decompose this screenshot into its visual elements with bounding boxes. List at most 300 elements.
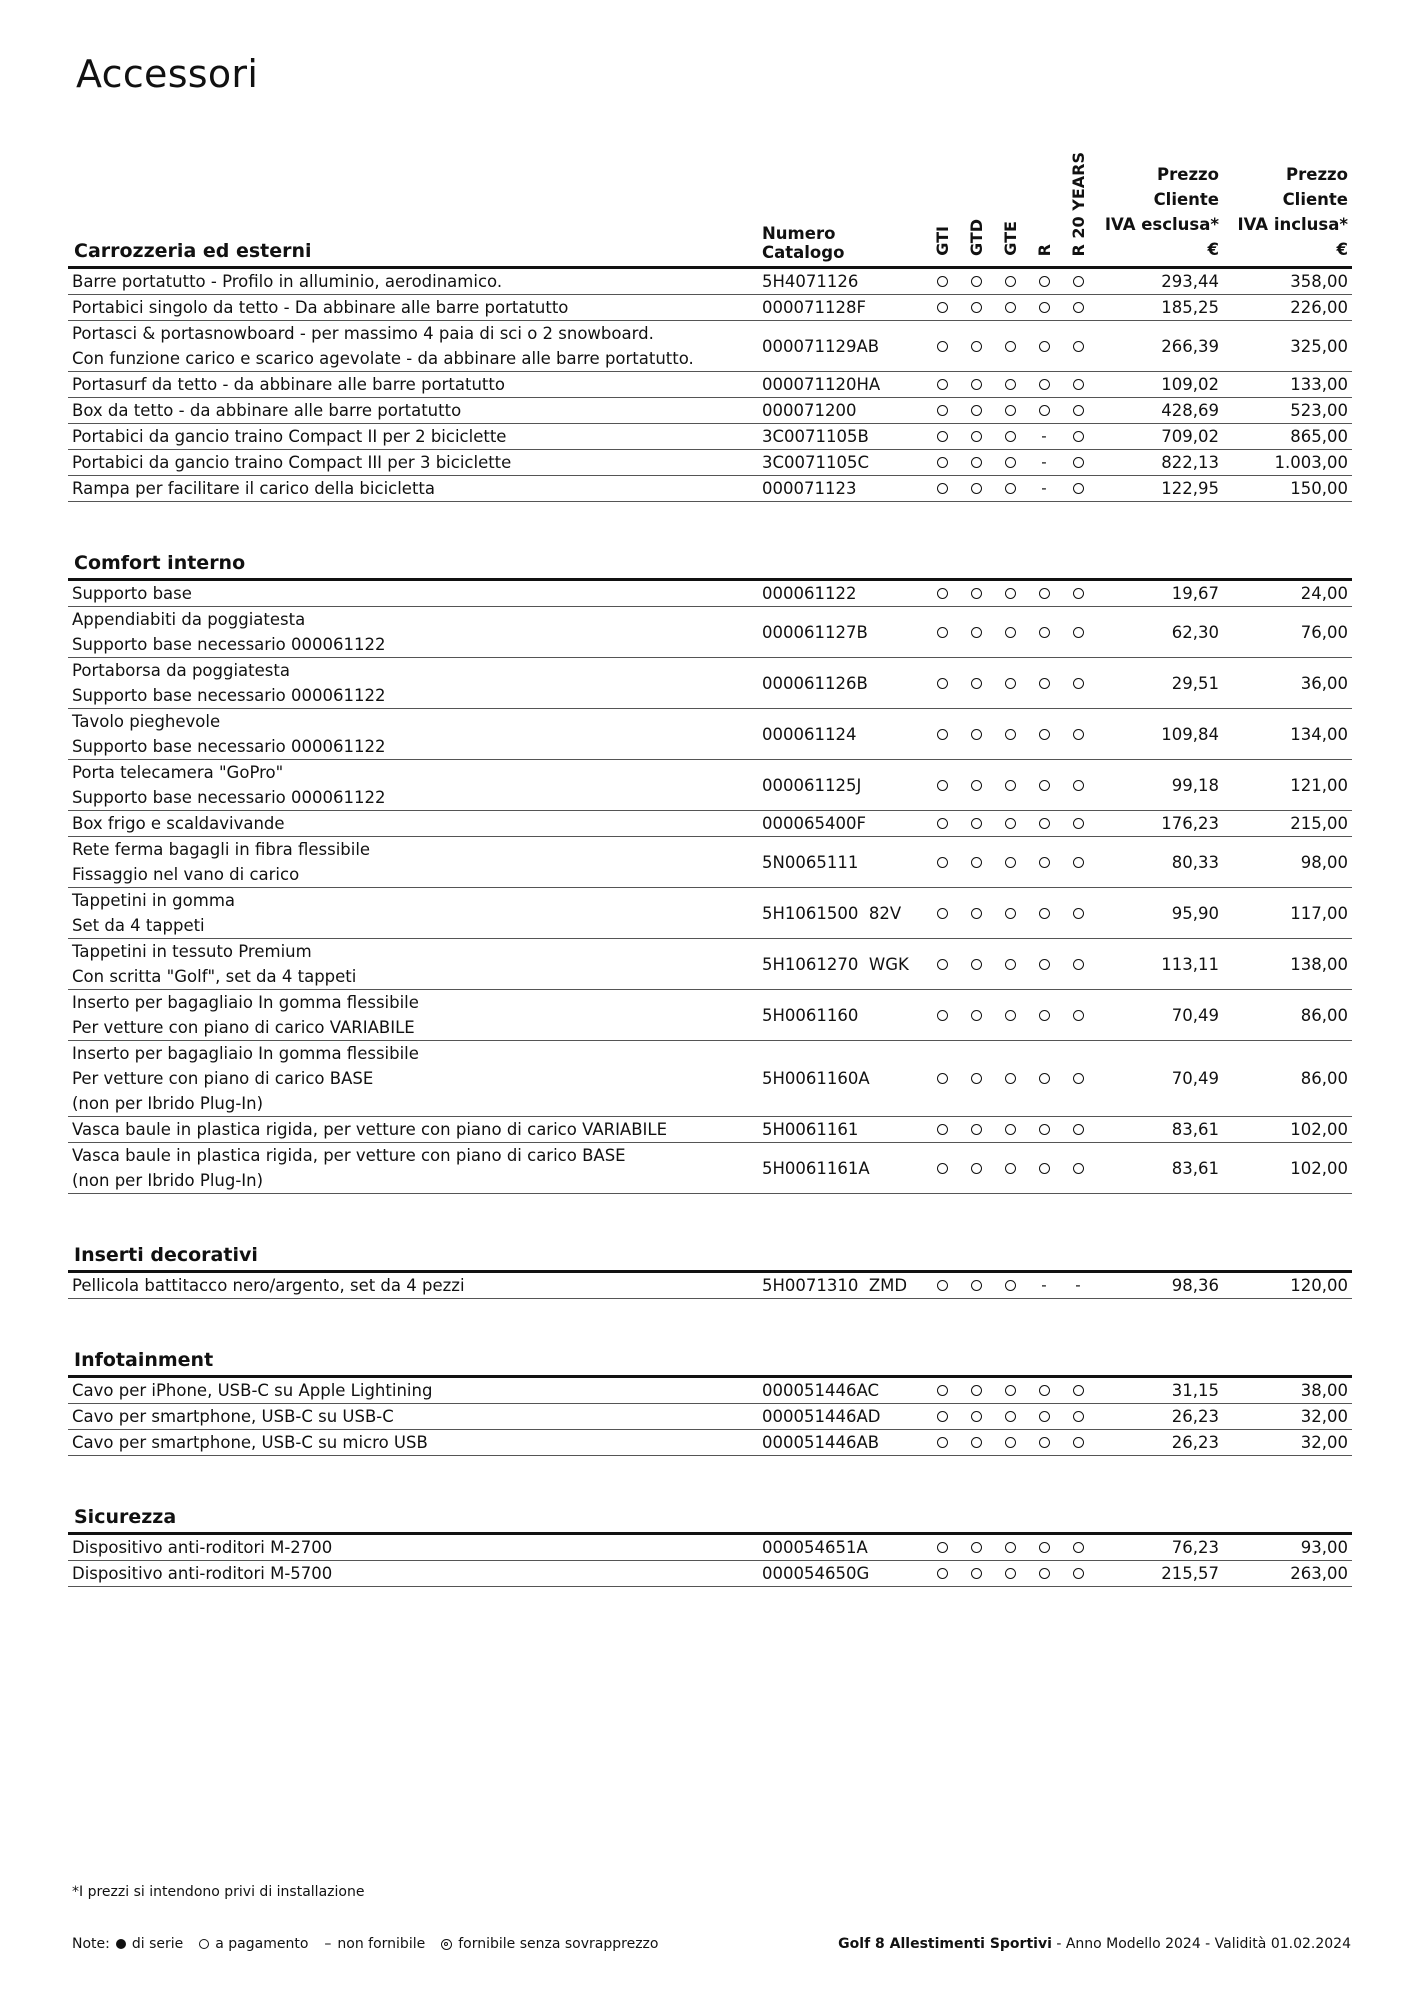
- table-row: [68, 811, 1352, 837]
- availability-cell: [1061, 837, 1095, 888]
- availability-cell: [993, 1117, 1027, 1143]
- price-ex-vat: 83,61: [1095, 1117, 1223, 1143]
- empty-circle-icon: [971, 908, 982, 919]
- empty-circle-icon: [937, 678, 948, 689]
- price-inc-vat: 86,00: [1223, 1041, 1352, 1117]
- price-inc-vat: 150,00: [1223, 476, 1352, 502]
- empty-circle-icon: [971, 341, 982, 352]
- availability-cell: [1061, 1143, 1095, 1194]
- price-inc-vat-header: [1223, 1323, 1352, 1377]
- version-label: GTE: [1000, 221, 1020, 256]
- version-header: [1027, 526, 1061, 580]
- validity-text: - Anno Modello 2024 - Validità 01.02.2024: [1051, 1936, 1351, 1952]
- availability-cell: [1061, 372, 1095, 398]
- availability-cell: [1027, 607, 1061, 658]
- catalog-number: 000054651A: [758, 1534, 925, 1561]
- description-line: Portasci & portasnowboard - per massimo 4 paia di sci o 2 snowboard.: [72, 324, 654, 343]
- availability-cell: [925, 939, 959, 990]
- currency-label: €: [1207, 240, 1219, 259]
- availability-cell: [1061, 939, 1095, 990]
- empty-circle-icon: [1005, 405, 1016, 416]
- price-inc-vat: 102,00: [1223, 1117, 1352, 1143]
- catalog-number: 000071200: [758, 398, 925, 424]
- table-row: [68, 1534, 1352, 1561]
- price-ex-vat: 83,61: [1095, 1143, 1223, 1194]
- section-header-row: [68, 1218, 1352, 1272]
- empty-circle-icon: [1073, 302, 1084, 313]
- price-ex-vat: 822,13: [1095, 450, 1223, 476]
- availability-cell: [1061, 888, 1095, 939]
- availability-cell: [993, 580, 1027, 607]
- price-ex-vat: 70,49: [1095, 990, 1223, 1041]
- availability-cell: [1061, 1117, 1095, 1143]
- availability-cell: [1061, 1430, 1095, 1456]
- description-line: Portabici da gancio traino Compact II per 2 biciclette: [72, 427, 507, 446]
- description-line: Supporto base: [72, 584, 192, 603]
- item-description: [68, 990, 758, 1041]
- empty-circle-icon: [1005, 857, 1016, 868]
- availability-cell: [959, 450, 993, 476]
- empty-circle-icon: [937, 1542, 948, 1553]
- availability-cell: [1061, 1534, 1095, 1561]
- catalog-number: 000071123: [758, 476, 925, 502]
- empty-circle-icon: [937, 1010, 948, 1021]
- legend-free: [441, 1936, 658, 1952]
- empty-circle-icon: [937, 341, 948, 352]
- description-line: Box frigo e scaldavivande: [72, 814, 285, 833]
- price-ex-vat: 113,11: [1095, 939, 1223, 990]
- document-info: [838, 1936, 1351, 1952]
- empty-circle-icon: [971, 588, 982, 599]
- page-title: Accessori: [76, 52, 259, 96]
- catalog-number: 5N0065111: [758, 837, 925, 888]
- table-row: [68, 1143, 1352, 1194]
- availability-cell: [925, 268, 959, 295]
- availability-cell: [1027, 1404, 1061, 1430]
- item-description: [68, 607, 758, 658]
- description-line: Vasca baule in plastica rigida, per vetture con piano di carico BASE: [72, 1146, 626, 1165]
- table-row: [68, 372, 1352, 398]
- availability-cell: [993, 939, 1027, 990]
- availability-cell: [959, 580, 993, 607]
- empty-circle-icon: [1005, 818, 1016, 829]
- table-row: [68, 398, 1352, 424]
- availability-cell: [925, 580, 959, 607]
- availability-cell: [1027, 811, 1061, 837]
- currency-label: €: [1336, 240, 1348, 259]
- legend-label: Note:: [72, 1936, 110, 1952]
- item-description: [68, 321, 758, 372]
- version-header: [925, 1480, 959, 1534]
- price-inc-vat: 226,00: [1223, 295, 1352, 321]
- table-row: [68, 1377, 1352, 1404]
- availability-cell: [925, 372, 959, 398]
- empty-circle-icon: [1005, 1385, 1016, 1396]
- price-inc-vat-header: [1223, 526, 1352, 580]
- empty-circle-icon: [937, 729, 948, 740]
- price-ex-vat: 31,15: [1095, 1377, 1223, 1404]
- table-row: [68, 709, 1352, 760]
- empty-circle-icon: [1005, 729, 1016, 740]
- empty-circle-icon: [1005, 627, 1016, 638]
- price-inc-vat: 32,00: [1223, 1430, 1352, 1456]
- spacer-cell: [68, 1299, 1352, 1324]
- description-line: Per vetture con piano di carico BASE: [72, 1069, 374, 1088]
- availability-cell: [1027, 709, 1061, 760]
- empty-circle-icon: [1005, 1163, 1016, 1174]
- description-line: Supporto base necessario 000061122: [72, 635, 386, 654]
- item-description: [68, 1041, 758, 1117]
- availability-cell: [1027, 321, 1061, 372]
- availability-cell: [925, 1561, 959, 1587]
- availability-cell: [1061, 1377, 1095, 1404]
- availability-cell: [1027, 658, 1061, 709]
- empty-circle-icon: [971, 1437, 982, 1448]
- availability-cell: [959, 709, 993, 760]
- description-line: Inserto per bagagliaio In gomma flessibile: [72, 993, 419, 1012]
- item-description: [68, 811, 758, 837]
- price-inc-vat: 134,00: [1223, 709, 1352, 760]
- section-header-row: [68, 526, 1352, 580]
- availability-cell: [959, 1430, 993, 1456]
- empty-circle-icon: [1005, 431, 1016, 442]
- version-header: [925, 1323, 959, 1377]
- empty-circle-icon: [971, 1124, 982, 1135]
- version-header: [1027, 1480, 1061, 1534]
- availability-cell: [993, 1377, 1027, 1404]
- availability-cell: [1027, 1041, 1061, 1117]
- empty-circle-icon: [1005, 1073, 1016, 1084]
- price-inc-vat: 86,00: [1223, 990, 1352, 1041]
- empty-circle-icon: [1005, 588, 1016, 599]
- availability-cell: [925, 450, 959, 476]
- price-inc-vat: 117,00: [1223, 888, 1352, 939]
- empty-circle-icon: [1005, 1411, 1016, 1422]
- section-header-row: [68, 1480, 1352, 1534]
- version-header: [1027, 1218, 1061, 1272]
- availability-cell: [993, 837, 1027, 888]
- empty-circle-icon: [971, 818, 982, 829]
- price-inc-vat: 38,00: [1223, 1377, 1352, 1404]
- availability-cell: [959, 476, 993, 502]
- catalog-number: 5H0061161A: [758, 1143, 925, 1194]
- price-inc-vat: 133,00: [1223, 372, 1352, 398]
- empty-circle-icon: [937, 457, 948, 468]
- availability-cell: [1027, 295, 1061, 321]
- availability-cell: [959, 372, 993, 398]
- availability-cell: [993, 760, 1027, 811]
- availability-cell: [993, 424, 1027, 450]
- description-line: Appendiabiti da poggiatesta: [72, 610, 306, 629]
- version-header: [1027, 1323, 1061, 1377]
- legend-paid-text: a pagamento: [215, 1936, 309, 1952]
- availability-cell: [1027, 939, 1061, 990]
- empty-circle-icon: [1005, 379, 1016, 390]
- price-inc-vat: 93,00: [1223, 1534, 1352, 1561]
- description-line: Con funzione carico e scarico agevolate - da abbinare alle barre portatutto.: [72, 349, 694, 368]
- empty-circle-icon: [1039, 405, 1050, 416]
- price-ex-vat-header: [1095, 526, 1223, 580]
- availability-cell: [993, 398, 1027, 424]
- availability-cell: [993, 450, 1027, 476]
- table-row: [68, 268, 1352, 295]
- legend-paid: [199, 1936, 308, 1952]
- availability-cell: [925, 424, 959, 450]
- empty-circle-icon: [1073, 780, 1084, 791]
- description-line: Tappetini in tessuto Premium: [72, 942, 312, 961]
- empty-circle-icon: [1073, 588, 1084, 599]
- price-ex-vat: 26,23: [1095, 1404, 1223, 1430]
- version-header: [993, 526, 1027, 580]
- availability-cell: [993, 709, 1027, 760]
- description-line: (non per Ibrido Plug-In): [72, 1094, 264, 1113]
- availability-cell: [993, 990, 1027, 1041]
- availability-cell: [959, 1377, 993, 1404]
- section-title: Carrozzeria ed esterni: [68, 150, 758, 268]
- version-header: [1061, 1323, 1095, 1377]
- empty-circle-icon: [971, 678, 982, 689]
- empty-circle-icon: [1039, 1163, 1050, 1174]
- section-title: Sicurezza: [68, 1480, 758, 1534]
- availability-cell: [925, 888, 959, 939]
- description-line: Portaborsa da poggiatesta: [72, 661, 290, 680]
- availability-cell: [925, 607, 959, 658]
- availability-cell: [1027, 1430, 1061, 1456]
- accessories-table: [68, 150, 1352, 1587]
- empty-circle-icon: [1005, 302, 1016, 313]
- item-description: [68, 658, 758, 709]
- availability-cell: [1027, 888, 1061, 939]
- availability-cell: [925, 837, 959, 888]
- description-line: Con scritta "Golf", set da 4 tappeti: [72, 967, 357, 986]
- catalog-number: 000071128F: [758, 295, 925, 321]
- catalog-number: 000061126B: [758, 658, 925, 709]
- empty-circle-icon: [1005, 1437, 1016, 1448]
- empty-circle-icon: [1005, 780, 1016, 791]
- version-header: [925, 150, 959, 268]
- table-row: [68, 295, 1352, 321]
- empty-circle-icon: [1073, 857, 1084, 868]
- empty-circle-icon: [1073, 1073, 1084, 1084]
- version-header: [1061, 150, 1095, 268]
- empty-circle-icon: [971, 1542, 982, 1553]
- version-header: [959, 1218, 993, 1272]
- item-description: [68, 888, 758, 939]
- description-line: Box da tetto - da abbinare alle barre portatutto: [72, 401, 462, 420]
- item-description: [68, 1143, 758, 1194]
- empty-circle-icon: [1073, 483, 1084, 494]
- availability-cell: [1061, 580, 1095, 607]
- empty-circle-icon: [971, 1163, 982, 1174]
- availability-cell: [959, 1143, 993, 1194]
- item-description: [68, 837, 758, 888]
- catalog-number: 000071129AB: [758, 321, 925, 372]
- version-header: [993, 150, 1027, 268]
- catalog-number: 3C0071105B: [758, 424, 925, 450]
- catalog-number: 5H0061160: [758, 990, 925, 1041]
- empty-circle-icon: [1039, 959, 1050, 970]
- catalog-number: 000065400F: [758, 811, 925, 837]
- empty-circle-icon: [1073, 908, 1084, 919]
- empty-circle-icon: [937, 1568, 948, 1579]
- catalog-number: 5H1061500 82V: [758, 888, 925, 939]
- version-label: R: [1034, 243, 1054, 256]
- table-row: [68, 990, 1352, 1041]
- price-ex-vat: 80,33: [1095, 837, 1223, 888]
- price-header-line: Prezzo Cliente: [1282, 165, 1348, 209]
- availability-cell: [959, 321, 993, 372]
- empty-circle-icon: [971, 276, 982, 287]
- availability-cell: [993, 1534, 1027, 1561]
- availability-cell: [993, 295, 1027, 321]
- empty-circle-icon: [199, 1939, 209, 1949]
- empty-circle-icon: [1005, 959, 1016, 970]
- item-description: [68, 295, 758, 321]
- item-description: [68, 1117, 758, 1143]
- availability-cell: -: [1027, 450, 1061, 476]
- description-line: Dispositivo anti-roditori M-2700: [72, 1538, 333, 1557]
- version-header: [1027, 150, 1061, 268]
- availability-cell: [1061, 295, 1095, 321]
- version-header: [1061, 526, 1095, 580]
- availability-cell: [1027, 398, 1061, 424]
- empty-circle-icon: [971, 457, 982, 468]
- price-ex-vat: 26,23: [1095, 1430, 1223, 1456]
- price-header-line: Prezzo Cliente: [1153, 165, 1219, 209]
- availability-cell: [959, 268, 993, 295]
- availability-cell: [959, 424, 993, 450]
- price-inc-vat: 263,00: [1223, 1561, 1352, 1587]
- empty-circle-icon: [1073, 457, 1084, 468]
- catalog-number: 000051446AB: [758, 1430, 925, 1456]
- legend: [72, 1936, 668, 1952]
- availability-cell: [959, 1404, 993, 1430]
- empty-circle-icon: [937, 1124, 948, 1135]
- empty-circle-icon: [1039, 1568, 1050, 1579]
- price-inc-vat: 98,00: [1223, 837, 1352, 888]
- empty-circle-icon: [1039, 1542, 1050, 1553]
- empty-circle-icon: [971, 405, 982, 416]
- legend-free-text: fornibile senza sovrapprezzo: [458, 1936, 659, 1952]
- catalog-number: 5H0061161: [758, 1117, 925, 1143]
- legend-not-available-text: non fornibile: [337, 1936, 426, 1952]
- empty-circle-icon: [1073, 431, 1084, 442]
- empty-circle-icon: [971, 959, 982, 970]
- availability-cell: [1061, 607, 1095, 658]
- empty-circle-icon: [971, 379, 982, 390]
- description-line: Supporto base necessario 000061122: [72, 686, 386, 705]
- empty-circle-icon: [1073, 1385, 1084, 1396]
- legend-standard: [116, 1936, 183, 1952]
- accessories-content: [68, 150, 1352, 1587]
- empty-circle-icon: [937, 276, 948, 287]
- price-ex-vat: 293,44: [1095, 268, 1223, 295]
- availability-cell: [959, 1117, 993, 1143]
- empty-circle-icon: [1039, 276, 1050, 287]
- availability-cell: [925, 476, 959, 502]
- empty-circle-icon: [1039, 729, 1050, 740]
- empty-circle-icon: [971, 627, 982, 638]
- availability-cell: [959, 939, 993, 990]
- availability-cell: [959, 1534, 993, 1561]
- empty-circle-icon: [1039, 341, 1050, 352]
- price-inc-vat: 36,00: [1223, 658, 1352, 709]
- empty-circle-icon: [1005, 1280, 1016, 1291]
- table-row: [68, 837, 1352, 888]
- availability-cell: [925, 1404, 959, 1430]
- catalog-number: 3C0071105C: [758, 450, 925, 476]
- availability-cell: [1027, 837, 1061, 888]
- availability-cell: [959, 990, 993, 1041]
- availability-cell: [993, 268, 1027, 295]
- section-spacer: [68, 1456, 1352, 1481]
- empty-circle-icon: [937, 959, 948, 970]
- catalog-number: 5H4071126: [758, 268, 925, 295]
- spacer-cell: [68, 1456, 1352, 1481]
- availability-cell: [1061, 1404, 1095, 1430]
- availability-cell: [1061, 990, 1095, 1041]
- description-line: Barre portatutto - Profilo in alluminio, aerodinamico.: [72, 272, 503, 291]
- availability-cell: [1027, 268, 1061, 295]
- availability-cell: [1027, 372, 1061, 398]
- model-name: Golf 8 Allestimenti Sportivi: [838, 1936, 1052, 1952]
- table-row: [68, 760, 1352, 811]
- availability-cell: [1027, 1561, 1061, 1587]
- table-row: [68, 888, 1352, 939]
- availability-cell: [1027, 1143, 1061, 1194]
- description-line: Per vetture con piano di carico VARIABILE: [72, 1018, 415, 1037]
- table-row: [68, 321, 1352, 372]
- availability-cell: -: [1027, 424, 1061, 450]
- price-ex-vat: 76,23: [1095, 1534, 1223, 1561]
- empty-circle-icon: [1005, 276, 1016, 287]
- version-header: [925, 1218, 959, 1272]
- empty-circle-icon: [937, 1280, 948, 1291]
- availability-cell: [1027, 1377, 1061, 1404]
- price-inc-vat: 523,00: [1223, 398, 1352, 424]
- version-header: [993, 1218, 1027, 1272]
- price-ex-vat: 266,39: [1095, 321, 1223, 372]
- availability-cell: [959, 1041, 993, 1117]
- item-description: [68, 372, 758, 398]
- price-inc-vat: 102,00: [1223, 1143, 1352, 1194]
- price-ex-vat: 62,30: [1095, 607, 1223, 658]
- price-inc-vat-header: [1223, 150, 1352, 268]
- price-ex-vat: 109,84: [1095, 709, 1223, 760]
- version-header: [959, 1323, 993, 1377]
- table-row: [68, 476, 1352, 502]
- price-inc-vat: 358,00: [1223, 268, 1352, 295]
- item-description: [68, 398, 758, 424]
- price-header-line: IVA inclusa*: [1237, 215, 1348, 234]
- section-title: Comfort interno: [68, 526, 758, 580]
- empty-circle-icon: [971, 1280, 982, 1291]
- catalog-number: 5H0061160A: [758, 1041, 925, 1117]
- empty-circle-icon: [1005, 1568, 1016, 1579]
- table-row: [68, 1430, 1352, 1456]
- availability-cell: [1061, 268, 1095, 295]
- description-line: Portabici singolo da tetto - Da abbinare alle barre portatutto: [72, 298, 569, 317]
- availability-cell: [925, 1272, 959, 1299]
- empty-circle-icon: [937, 1437, 948, 1448]
- empty-circle-icon: [1005, 1010, 1016, 1021]
- legend-not-available: [324, 1936, 425, 1952]
- availability-cell: [959, 295, 993, 321]
- empty-circle-icon: [1073, 1124, 1084, 1135]
- empty-circle-icon: [1073, 959, 1084, 970]
- availability-cell: [993, 1404, 1027, 1430]
- empty-circle-icon: [1073, 627, 1084, 638]
